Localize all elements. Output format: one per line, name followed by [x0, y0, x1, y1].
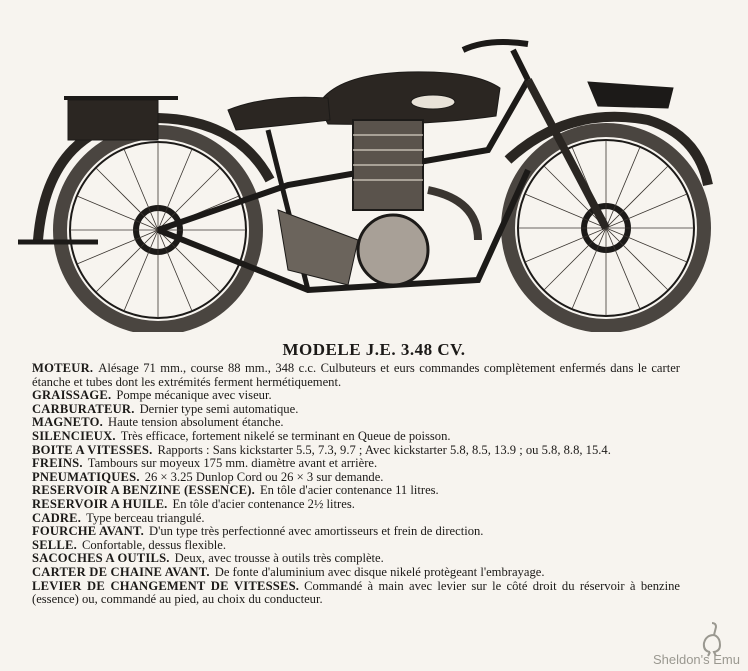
- spec-text: Très efficace, fortement nikelé se terminant en Queue de poisson.: [120, 428, 451, 443]
- spec-item-carter-chaine: [32, 566, 680, 580]
- spec-item-moteur: [32, 362, 680, 389]
- spec-item-graissage: [32, 389, 680, 403]
- spec-label: CARBURATEUR.: [32, 401, 135, 416]
- spec-list: [32, 362, 680, 607]
- spec-label: MOTEUR.: [32, 361, 94, 375]
- spec-item-pneumatiques: [32, 471, 680, 485]
- model-title: MODELE J.E. 3.48 CV.: [282, 340, 466, 359]
- spec-label: MAGNETO.: [32, 415, 103, 430]
- spec-item-reservoir-benzine: [32, 484, 680, 498]
- motorcycle-illustration: [8, 10, 740, 332]
- spec-item-fourche-avant: [32, 525, 680, 539]
- watermark: Sheldon's Emu: [652, 652, 740, 667]
- spec-label: CARTER DE CHAINE AVANT.: [32, 564, 210, 579]
- spec-text: En tôle d'acier contenance 11 litres.: [259, 483, 439, 498]
- spec-item-carburateur: [32, 403, 680, 417]
- spec-text: Deux, avec trousse à outils très complète.: [174, 551, 384, 566]
- spec-label: FOURCHE AVANT.: [32, 524, 144, 539]
- spec-text: Alésage 71 mm., course 88 mm., 348 c.c. Culbuteurs et eurs commandes complètement enfermés dans le carter étanche et tubes dont les extrémités ferment hermétiquement.: [32, 361, 680, 389]
- spec-label: PNEUMATIQUES.: [32, 469, 140, 484]
- spec-text: Commandé à main avec levier sur le côté droit du réservoir à benzine (essence) ou, commandé au pied, au choix du conducteur.: [32, 578, 680, 607]
- spec-label: GRAISSAGE.: [32, 388, 112, 403]
- spec-item-freins: [32, 457, 680, 471]
- spec-item-levier: [32, 580, 680, 607]
- spec-item-boite-a-vitesses: [32, 444, 680, 458]
- spec-label: BOITE A VITESSES.: [32, 442, 153, 457]
- spec-item-magneto: [32, 416, 680, 430]
- spec-text: Type berceau triangulé.: [86, 510, 205, 525]
- spec-text: En tôle d'acier contenance 2½ litres.: [172, 496, 355, 511]
- spec-text: D'un type très perfectionné avec amortisseurs et frein de direction.: [148, 524, 484, 539]
- spec-label: SELLE.: [32, 537, 77, 552]
- spec-label: FREINS.: [32, 456, 83, 471]
- spec-label: RESERVOIR A HUILE.: [32, 496, 168, 511]
- spec-text: 26 × 3.25 Dunlop Cord ou 26 × 3 sur demande.: [144, 469, 384, 484]
- spec-label: LEVIER DE CHANGEMENT DE VITESSES.: [32, 578, 300, 593]
- spec-label: CADRE.: [32, 510, 82, 525]
- spec-text: Dernier type semi automatique.: [139, 401, 299, 416]
- spec-text: Rapports : Sans kickstarter 5.5, 7.3, 9.7 ; Avec kickstarter 5.8, 8.5, 13.9 ; ou 5.8, 8.8, 15.4.: [157, 442, 611, 457]
- spec-text: Haute tension absolument étanche.: [108, 415, 284, 430]
- spec-text: Pompe mécanique avec viseur.: [116, 388, 272, 403]
- spec-text: De fonte d'aluminium avec disque nikelé protègeant l'embrayage.: [214, 564, 545, 579]
- spec-item-silencieux: [32, 430, 680, 444]
- spec-label: RESERVOIR A BENZINE (ESSENCE).: [32, 483, 255, 498]
- spec-label: SILENCIEUX.: [32, 428, 116, 443]
- spec-text: Tambours sur moyeux 175 mm. diamètre avant et arrière.: [87, 456, 378, 471]
- spec-item-reservoir-huile: [32, 498, 680, 512]
- spec-item-sacoches: [32, 552, 680, 566]
- spec-text: Confortable, dessus flexible.: [81, 537, 227, 552]
- spec-item-cadre: [32, 512, 680, 526]
- spec-label: SACOCHES A OUTILS.: [32, 551, 170, 566]
- spec-item-selle: [32, 539, 680, 553]
